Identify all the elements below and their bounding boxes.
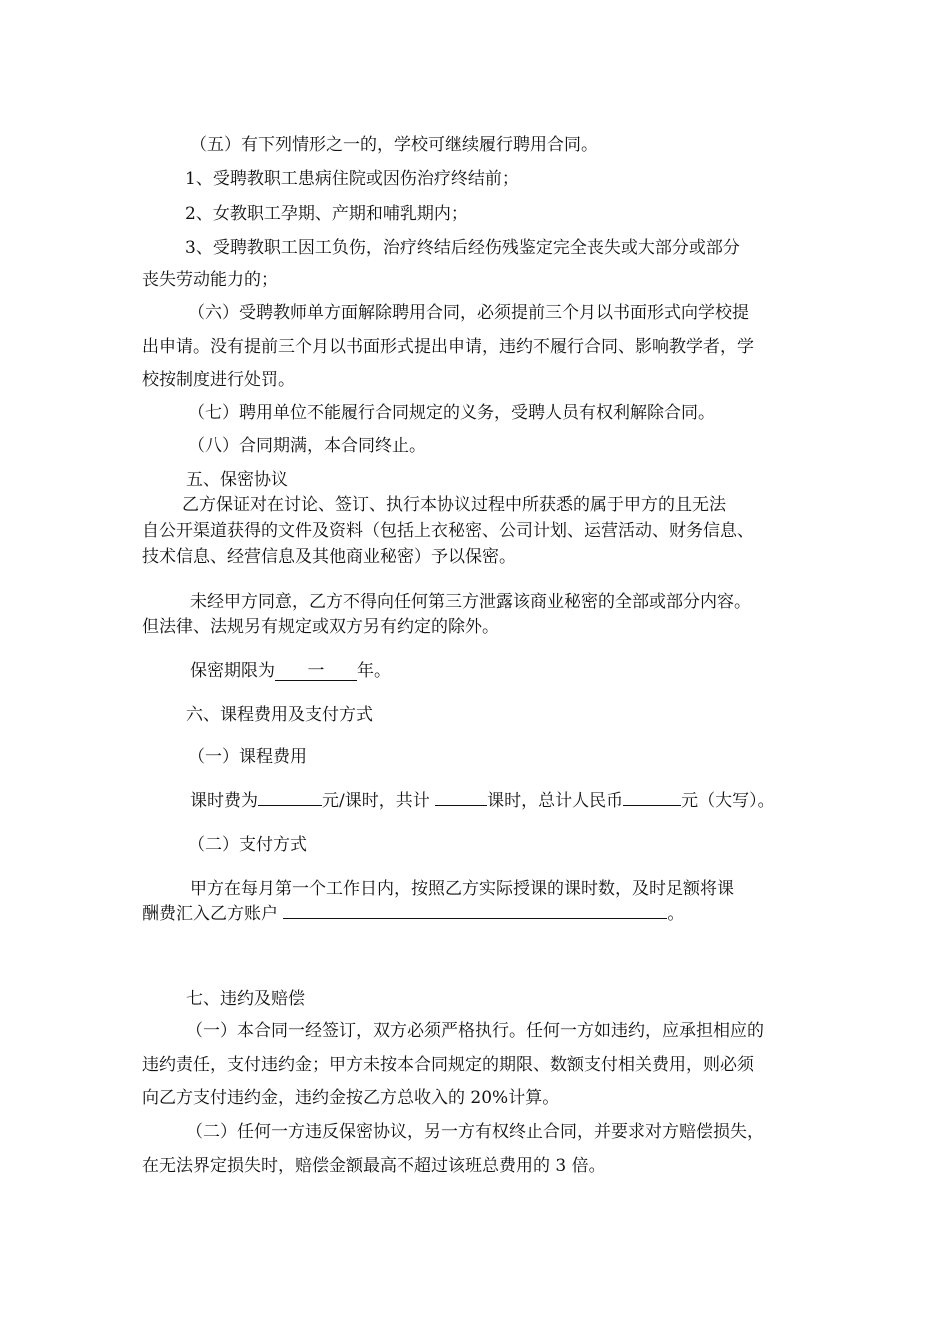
confidentiality-p1-line-2: 自公开渠道获得的文件及资料（包括上衣秘密、公司计划、运营活动、财务信息、: [142, 521, 754, 541]
fee-c: 课时，总计人民币: [487, 791, 624, 811]
confidentiality-heading: 五、保密协议: [186, 470, 288, 490]
fees-sub-1: （一）课程费用: [188, 747, 307, 767]
account-blank: [283, 918, 667, 919]
term-suffix: 年。: [357, 661, 391, 681]
confidentiality-p2-line-1: 未经甲方同意，乙方不得向任何第三方泄露该商业秘密的全部或部分内容。: [190, 592, 751, 612]
fees-heading: 六、课程费用及支付方式: [186, 705, 373, 725]
pay-line-1: 甲方在每月第一个工作日内，按照乙方实际授课的课时数，及时足额将课: [190, 879, 734, 899]
pay-end: 。: [667, 904, 685, 924]
fee-total-blank: [623, 805, 681, 806]
breach-p2-line-1: （二）任何一方违反保密协议，另一方有权终止合同，并要求对方赔偿损失，: [186, 1122, 764, 1142]
s5-item-3-line-1: 3、受聘教职工因工负伤，治疗终结后经伤残鉴定完全丧失或大部分或部分: [185, 238, 740, 258]
s5-item-3-line-2: 丧失劳动能力的；: [142, 270, 278, 290]
s5-heading: （五）有下列情形之一的，学校可继续履行聘用合同。: [190, 135, 598, 155]
s5-item-2: 2、女教职工孕期、产期和哺乳期内；: [185, 204, 468, 224]
breach-p1-line-2: 违约责任，支付违约金；甲方未按本合同规定的期限、数额支付相关费用，则必须: [142, 1055, 754, 1075]
fee-d: 元（大写）。: [681, 791, 775, 811]
breach-p1-line-3: 向乙方支付违约金，违约金按乙方总收入的 20%计算。: [142, 1088, 560, 1108]
pay-line-2-text: 酬费汇入乙方账户: [142, 904, 284, 924]
term-prefix: 保密期限为: [190, 661, 275, 681]
breach-heading: 七、违约及赔偿: [186, 989, 305, 1009]
confidentiality-p1-line-1: 乙方保证对在讨论、签订、执行本协议过程中所获悉的属于甲方的且无法: [182, 495, 726, 515]
confidentiality-term: [190, 660, 391, 682]
confidentiality-p2-line-2: 但法律、法规另有规定或双方另有约定的除外。: [142, 617, 499, 637]
fee-hours-blank: [435, 805, 487, 806]
s7-text: （七）聘用单位不能履行合同规定的义务，受聘人员有权利解除合同。: [188, 403, 715, 423]
term-value-blank: 一: [275, 662, 357, 681]
fee-a: 课时费为: [190, 791, 258, 811]
fees-sub-2: （二）支付方式: [188, 835, 307, 855]
s6-line-2: 出申请。没有提前三个月以书面形式提出申请，违约不履行合同、影响教学者，学: [142, 337, 754, 357]
fee-per-hour-blank: [258, 805, 322, 806]
s8-text: （八）合同期满，本合同终止。: [188, 436, 426, 456]
confidentiality-p1-line-3: 技术信息、经营信息及其他商业秘密）予以保密。: [142, 547, 516, 567]
s6-line-1: （六）受聘教师单方面解除聘用合同，必须提前三个月以书面形式向学校提: [188, 303, 749, 323]
pay-line-2: [142, 903, 684, 925]
s6-line-3: 校按制度进行处罚。: [142, 370, 295, 390]
fee-b: 元/课时，共计: [322, 791, 436, 811]
s5-item-1: 1、受聘教职工患病住院或因伤治疗终结前；: [185, 169, 519, 189]
breach-p1-line-1: （一）本合同一经签订，双方必须严格执行。任何一方如违约，应承担相应的: [186, 1021, 764, 1041]
fee-line: [190, 790, 775, 812]
breach-p2-line-2: 在无法界定损失时，赔偿金额最高不超过该班总费用的 3 倍。: [142, 1156, 606, 1176]
